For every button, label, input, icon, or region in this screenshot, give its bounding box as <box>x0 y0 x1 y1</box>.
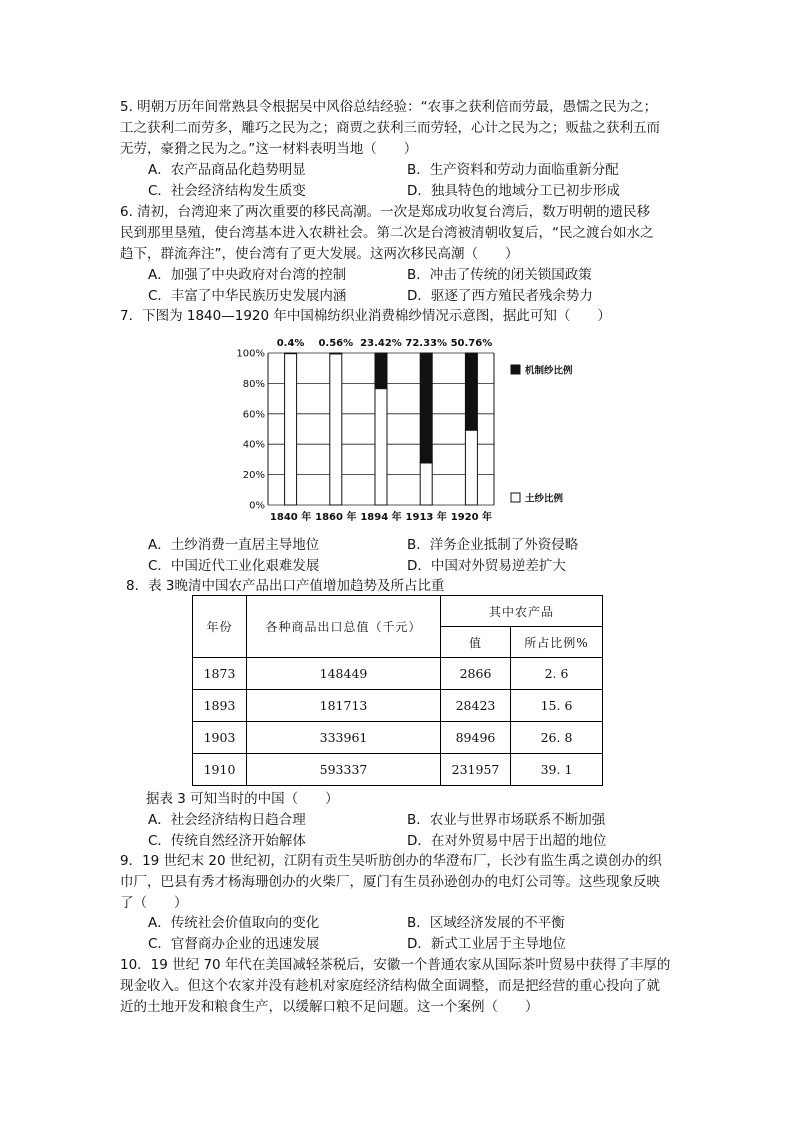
bar-top-label: 50.76% <box>450 338 493 349</box>
y-tick-label: 0% <box>249 500 265 512</box>
header-total-export: 各种商品出口总值（千元） <box>247 596 441 658</box>
x-tick-label: 1840 年 <box>269 512 312 523</box>
cell-total: 181713 <box>247 690 441 722</box>
y-tick-label: 60% <box>242 409 265 421</box>
q10-stem-line-1: 10．19 世纪 70 年代在美国减轻茶税后，安徽一个普通农家从国际茶叶贸易中获得了丰厚的 <box>120 957 671 973</box>
q9-option-c: C．官督商办企业的迅速发展 <box>148 936 320 952</box>
q7-stem-line-1: 7．下图为 1840—1920 年中国棉纺织业消费棉纱情况示意图，据此可知（ ） <box>120 308 611 324</box>
q5-option-d: D．独具特色的地域分工已初步形成 <box>407 183 620 199</box>
q10-stem-line-2: 现金收入。但这个农家并没有趁机对家庭经济结构做全面调整，而是把经营的重心投向了就 <box>120 978 660 994</box>
q6-stem-line-1: 6. 清初，台湾迎来了两次重要的移民高潮。一次是郑成功收复台湾后，数万明朝的遗民移 <box>120 204 651 220</box>
q6-option-a: A．加强了中央政府对台湾的控制 <box>148 267 347 283</box>
y-tick-label: 80% <box>242 378 265 390</box>
q8-option-a: A．社会经济结构日趋合理 <box>148 812 306 828</box>
legend-swatch-handspun <box>511 493 520 502</box>
bar-handspun <box>420 463 432 505</box>
cell-value: 89496 <box>441 722 511 754</box>
cell-value: 231957 <box>441 754 511 786</box>
cell-ratio: 15. 6 <box>511 690 603 722</box>
q8-option-c: C．传统自然经济开始解体 <box>148 833 306 849</box>
q7-option-c: C．中国近代工业化艰难发展 <box>148 558 320 574</box>
table-row <box>193 722 603 754</box>
q6-option-c: C．丰富了中华民族历史发展内涵 <box>148 288 347 304</box>
bar-top-label: 0.56% <box>318 338 354 349</box>
bar-machine <box>330 353 342 354</box>
q8-option-b: B．农业与世界市场联系不断加强 <box>407 812 606 828</box>
bar-handspun <box>330 354 342 505</box>
q8-title: 8．表 3晚清中国农产品出口产值增加趋势及所占比重 <box>126 578 445 594</box>
q8-stem: 据表 3 可知当时的中国（ ） <box>146 791 339 807</box>
cell-year: 1873 <box>193 658 247 690</box>
bar-handspun <box>375 389 387 505</box>
legend-label-handspun: 土纱比例 <box>525 493 564 505</box>
q5-stem-line-3: 无劳，豪猾之民为之。”这一材料表明当地（ ） <box>120 141 418 157</box>
y-tick-label: 20% <box>242 470 265 482</box>
cell-total: 593337 <box>247 754 441 786</box>
x-tick-label: 1860 年 <box>315 512 357 523</box>
q6-option-b: B．冲击了传统的闭关锁国政策 <box>407 267 592 283</box>
header-value: 值 <box>441 627 511 658</box>
table-row <box>193 690 603 722</box>
q9-option-b: B．区域经济发展的不平衡 <box>407 915 565 931</box>
q9-stem-line-1: 9．19 世纪末 20 世纪初，江阴有贡生吴听肪创办的华澄布厂，长沙有监生禹之谟创办的织 <box>120 853 662 869</box>
legend-label-machine: 机制纱比例 <box>525 365 573 377</box>
cotton-yarn-chart <box>232 334 592 526</box>
q9-stem-line-2: 巾厂，巴县有秀才杨海珊创办的火柴厂，厦门有生员孙逊创办的电灯公司等。这些现象反映 <box>120 874 660 890</box>
q9-option-d: D．新式工业居于主导地位 <box>407 936 566 952</box>
bar-machine <box>465 353 477 430</box>
q7-option-d: D．中国对外贸易逆差扩大 <box>407 558 566 574</box>
cell-year: 1903 <box>193 722 247 754</box>
cell-year: 1893 <box>193 690 247 722</box>
q6-stem-line-3: 趋下，群流奔注”，使台湾有了更大发展。这两次移民高潮（ ） <box>120 246 519 262</box>
q8-option-d: D．在对外贸易中居于出超的地位 <box>407 833 607 849</box>
q6-stem-line-2: 民到那里垦殖，使台湾基本进入农耕社会。第二次是台湾被清朝收复后，“民之渡台如水之 <box>120 225 654 241</box>
bar-top-label: 0.4% <box>276 338 305 349</box>
x-tick-label: 1913 年 <box>405 512 447 523</box>
table-row <box>193 754 603 786</box>
bar-handspun <box>465 430 477 505</box>
legend-swatch-machine <box>511 365 520 374</box>
q5-stem-line-2: 工之获利二而劳多，雕巧之民为之；商贾之获利三而劳轻，心计之民为之；贩盐之获利五而 <box>120 120 660 136</box>
bar-machine <box>375 353 387 389</box>
bar-handspun <box>285 354 297 505</box>
cell-total: 148449 <box>247 658 441 690</box>
q5-option-a: A．农产品商品化趋势明显 <box>148 162 306 178</box>
table-row <box>193 658 603 690</box>
q5-option-b: B．生产资料和劳动力面临重新分配 <box>407 162 619 178</box>
q5-option-c: C．社会经济结构发生质变 <box>148 183 306 199</box>
x-tick-label: 1920 年 <box>450 512 493 523</box>
header-year: 年份 <box>193 596 247 658</box>
q9-option-a: A．传统社会价值取向的变化 <box>148 915 320 931</box>
x-tick-label: 1894 年 <box>360 512 402 523</box>
q7-option-a: A．土纱消费一直居主导地位 <box>148 537 320 553</box>
cell-value: 28423 <box>441 690 511 722</box>
q7-option-b: B．洋务企业抵制了外资侵略 <box>407 537 579 553</box>
q10-stem-line-3: 近的土地开发和粮食生产，以缓解口粮不足问题。这一个案例（ ） <box>120 999 539 1015</box>
bar-machine <box>285 353 297 354</box>
bar-top-label: 72.33% <box>405 338 448 349</box>
q5-stem-line-1: 5. 明朝万历年间常熟县令根据吴中风俗总结经验：“农事之获利倍而劳最，愚懦之民为之； <box>120 99 658 115</box>
export-table <box>192 595 603 786</box>
y-tick-label: 100% <box>236 348 265 360</box>
q9-stem-line-3: 了（ ） <box>120 895 188 911</box>
header-agricultural: 其中农产品 <box>441 596 603 627</box>
bar-machine <box>420 353 432 463</box>
cell-total: 333961 <box>247 722 441 754</box>
q6-option-d: D．驱逐了西方殖民者残余势力 <box>407 288 593 304</box>
cell-ratio: 39. 1 <box>511 754 603 786</box>
header-ratio: 所占比例% <box>511 627 603 658</box>
bar-top-label: 23.42% <box>360 338 402 349</box>
y-tick-label: 40% <box>242 439 265 451</box>
cell-ratio: 2. 6 <box>511 658 603 690</box>
cell-value: 2866 <box>441 658 511 690</box>
cell-year: 1910 <box>193 754 247 786</box>
cell-ratio: 26. 8 <box>511 722 603 754</box>
